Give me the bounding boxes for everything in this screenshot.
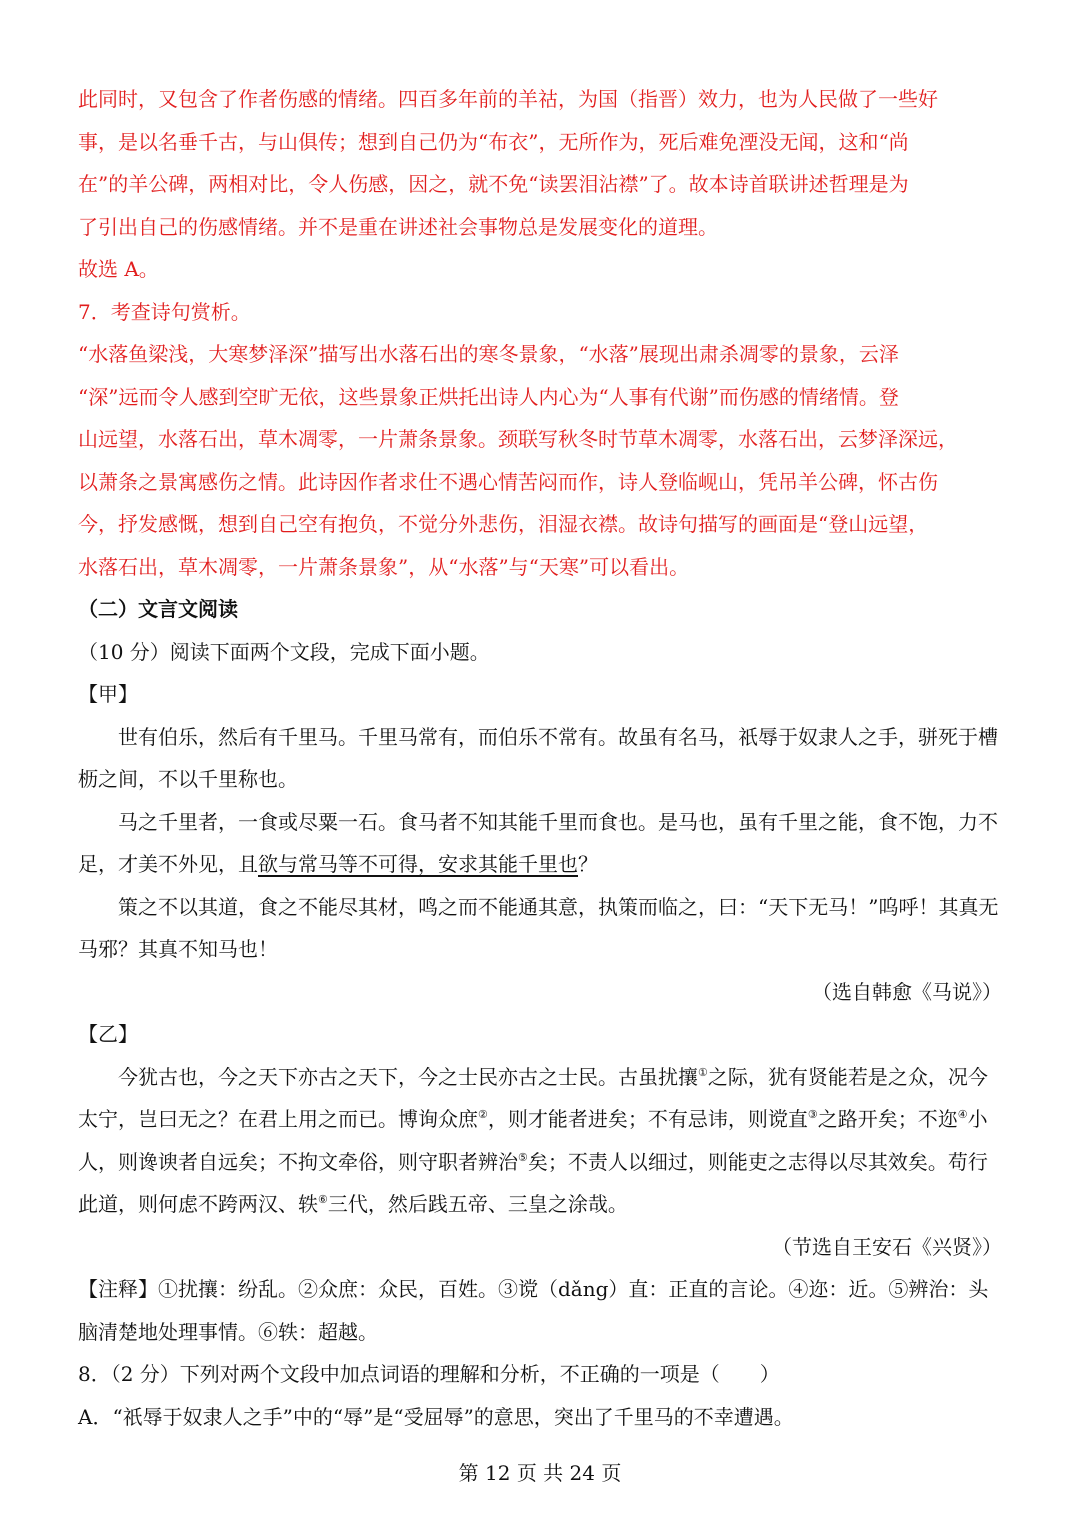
passage-text: 三代，然后践五帝、三皇之涂哉。 [327,1192,628,1216]
analysis-line: 此同时，又包含了作者伤感的情绪。四百多年前的羊祜，为国（指晋）效力，也为人民做了一些好 [78,87,938,111]
section-instruction: （10 分）阅读下面两个文段，完成下面小题。 [78,639,490,664]
footnote-marker: ② [478,1108,488,1121]
notes-text: ①扰攘：纷乱。②众庶：众民，百姓。③谠（dǎng）直：正直的言论。④迩：近。⑤辨治：头脑清楚地处理事情。⑥轶：超越。 [78,1277,989,1344]
passage-yi [78,1013,1002,1268]
passage-text: 马之千里者，一食或尽粟一石。食马者不知其能千里而食也。是马也，虽有千里之能，食不饱，力不足，才美不外见，且 [78,809,998,876]
page-number: 第 12 页 共 24 页 [458,1461,622,1485]
passage-jia [78,673,1002,1013]
passage-paragraph [78,1056,1002,1226]
analysis-line: 水落石出，草木凋零，一片萧条景象”，从“水落”与“天寒”可以看出。 [78,554,690,579]
analysis-line: 山远望，水落石出，草木凋零，一片萧条景象。颈联写秋冬时节草木凋零，水落石出，云梦泽深远， [78,427,958,451]
passage-label: 【乙】 [78,1022,138,1046]
footnote-marker: ④ [957,1108,968,1121]
underlined-sentence: 欲与常马等不可得，安求其能千里也 [258,852,578,876]
passage-source: （选自韩愈《马说》） [812,979,1002,1004]
passage-text: 之际，犹有贤能若是之众，况今太宁，岂曰无之？在君上用之而已。博询众庶 [78,1064,988,1131]
question-8 [78,1353,1002,1438]
analysis-line: 在”的羊公碑，两相对比，令人伤感，因之，就不免“读罢泪沾襟”了。故本诗首联讲述哲理是为 [78,172,909,196]
option-a: A．“祇辱于奴隶人之手”中的“辱”是“受屈辱”的意思，突出了千里马的不幸遭遇。 [78,1404,794,1429]
passage-paragraph: 策之不以其道，食之不能尽其材，鸣之而不能通其意，执策而临之，曰：“天下无马！”呜呼！其真无马邪？其真不知马也！ [78,894,999,961]
analysis-q6-continued [78,78,1002,291]
notes-label: 【注释】 [78,1277,158,1301]
footnote-marker: ⑥ [318,1193,328,1206]
answer-line: 故选 A。 [78,257,159,281]
analysis-line: “深”远而令人感到空旷无依，这些景象正烘托出诗人内心为“人事有代谢”而伤感的情绪情。登 [78,384,899,409]
footnote-marker: ① [698,1065,708,1079]
passage-text: 小人，则谗谀者自远矣；不拘文牵俗，则守职者辨治 [78,1107,988,1174]
page-content [78,78,1002,1438]
analysis-q7 [78,291,1002,589]
passage-text: 矣；不责人以细过，则能吏之志得以尽其效矣。苟行此道，则何虑不跨两汉、轶 [78,1149,988,1216]
notes [78,1268,1002,1353]
analysis-line: “水落鱼梁浅，大寒梦泽深”描写出水落石出的寒冬景象，“水落”展现出肃杀凋零的景象，云泽 [78,342,899,366]
section-heading: （二）文言文阅读 [78,597,238,621]
footnote-marker: ③ [807,1108,818,1121]
analysis-line: 以萧条之景寓感伤之情。此诗因作者求仕不遇心情苦闷而作，诗人登临岘山，凭吊羊公碑，怀古伤 [78,469,938,494]
analysis-line: 事，是以名垂千古，与山俱传；想到自己仍为“布衣”，无所作为，死后难免湮没无闻，这和“尚 [78,129,909,154]
passage-text: 之路开矣；不迩 [817,1107,958,1131]
passage-paragraph: 世有伯乐，然后有千里马。千里马常有，而伯乐不常有。故虽有名马，祇辱于奴隶人之手，骈死于槽枥之间，不以千里称也。 [78,724,998,791]
q7-title: 7．考查诗句赏析。 [78,299,251,324]
passage-text: ，则才能者进矣；不有忌讳，则谠直 [487,1107,808,1131]
footnote-marker: ⑤ [518,1150,528,1164]
analysis-line: 今，抒发感慨，想到自己空有抱负，不觉分外悲伤，泪湿衣襟。故诗句描写的画面是“登山远望， [78,512,929,536]
passage-paragraph [78,801,1002,886]
passage-text: ？ [578,852,598,876]
question-stem: 8．（2 分）下列对两个文段中加点词语的理解和分析，不正确的一项是（ ） [78,1362,780,1386]
analysis-line: 了引出自己的伤感情绪。并不是重在讲述社会事物总是发展变化的道理。 [78,214,718,239]
passage-source: （节选自王安石《兴贤》） [772,1234,1002,1259]
passage-text: 今犹古也，今之天下亦古之天下，今之士民亦古之士民。古虽扰攘 [118,1064,698,1089]
passage-label: 【甲】 [78,682,138,706]
